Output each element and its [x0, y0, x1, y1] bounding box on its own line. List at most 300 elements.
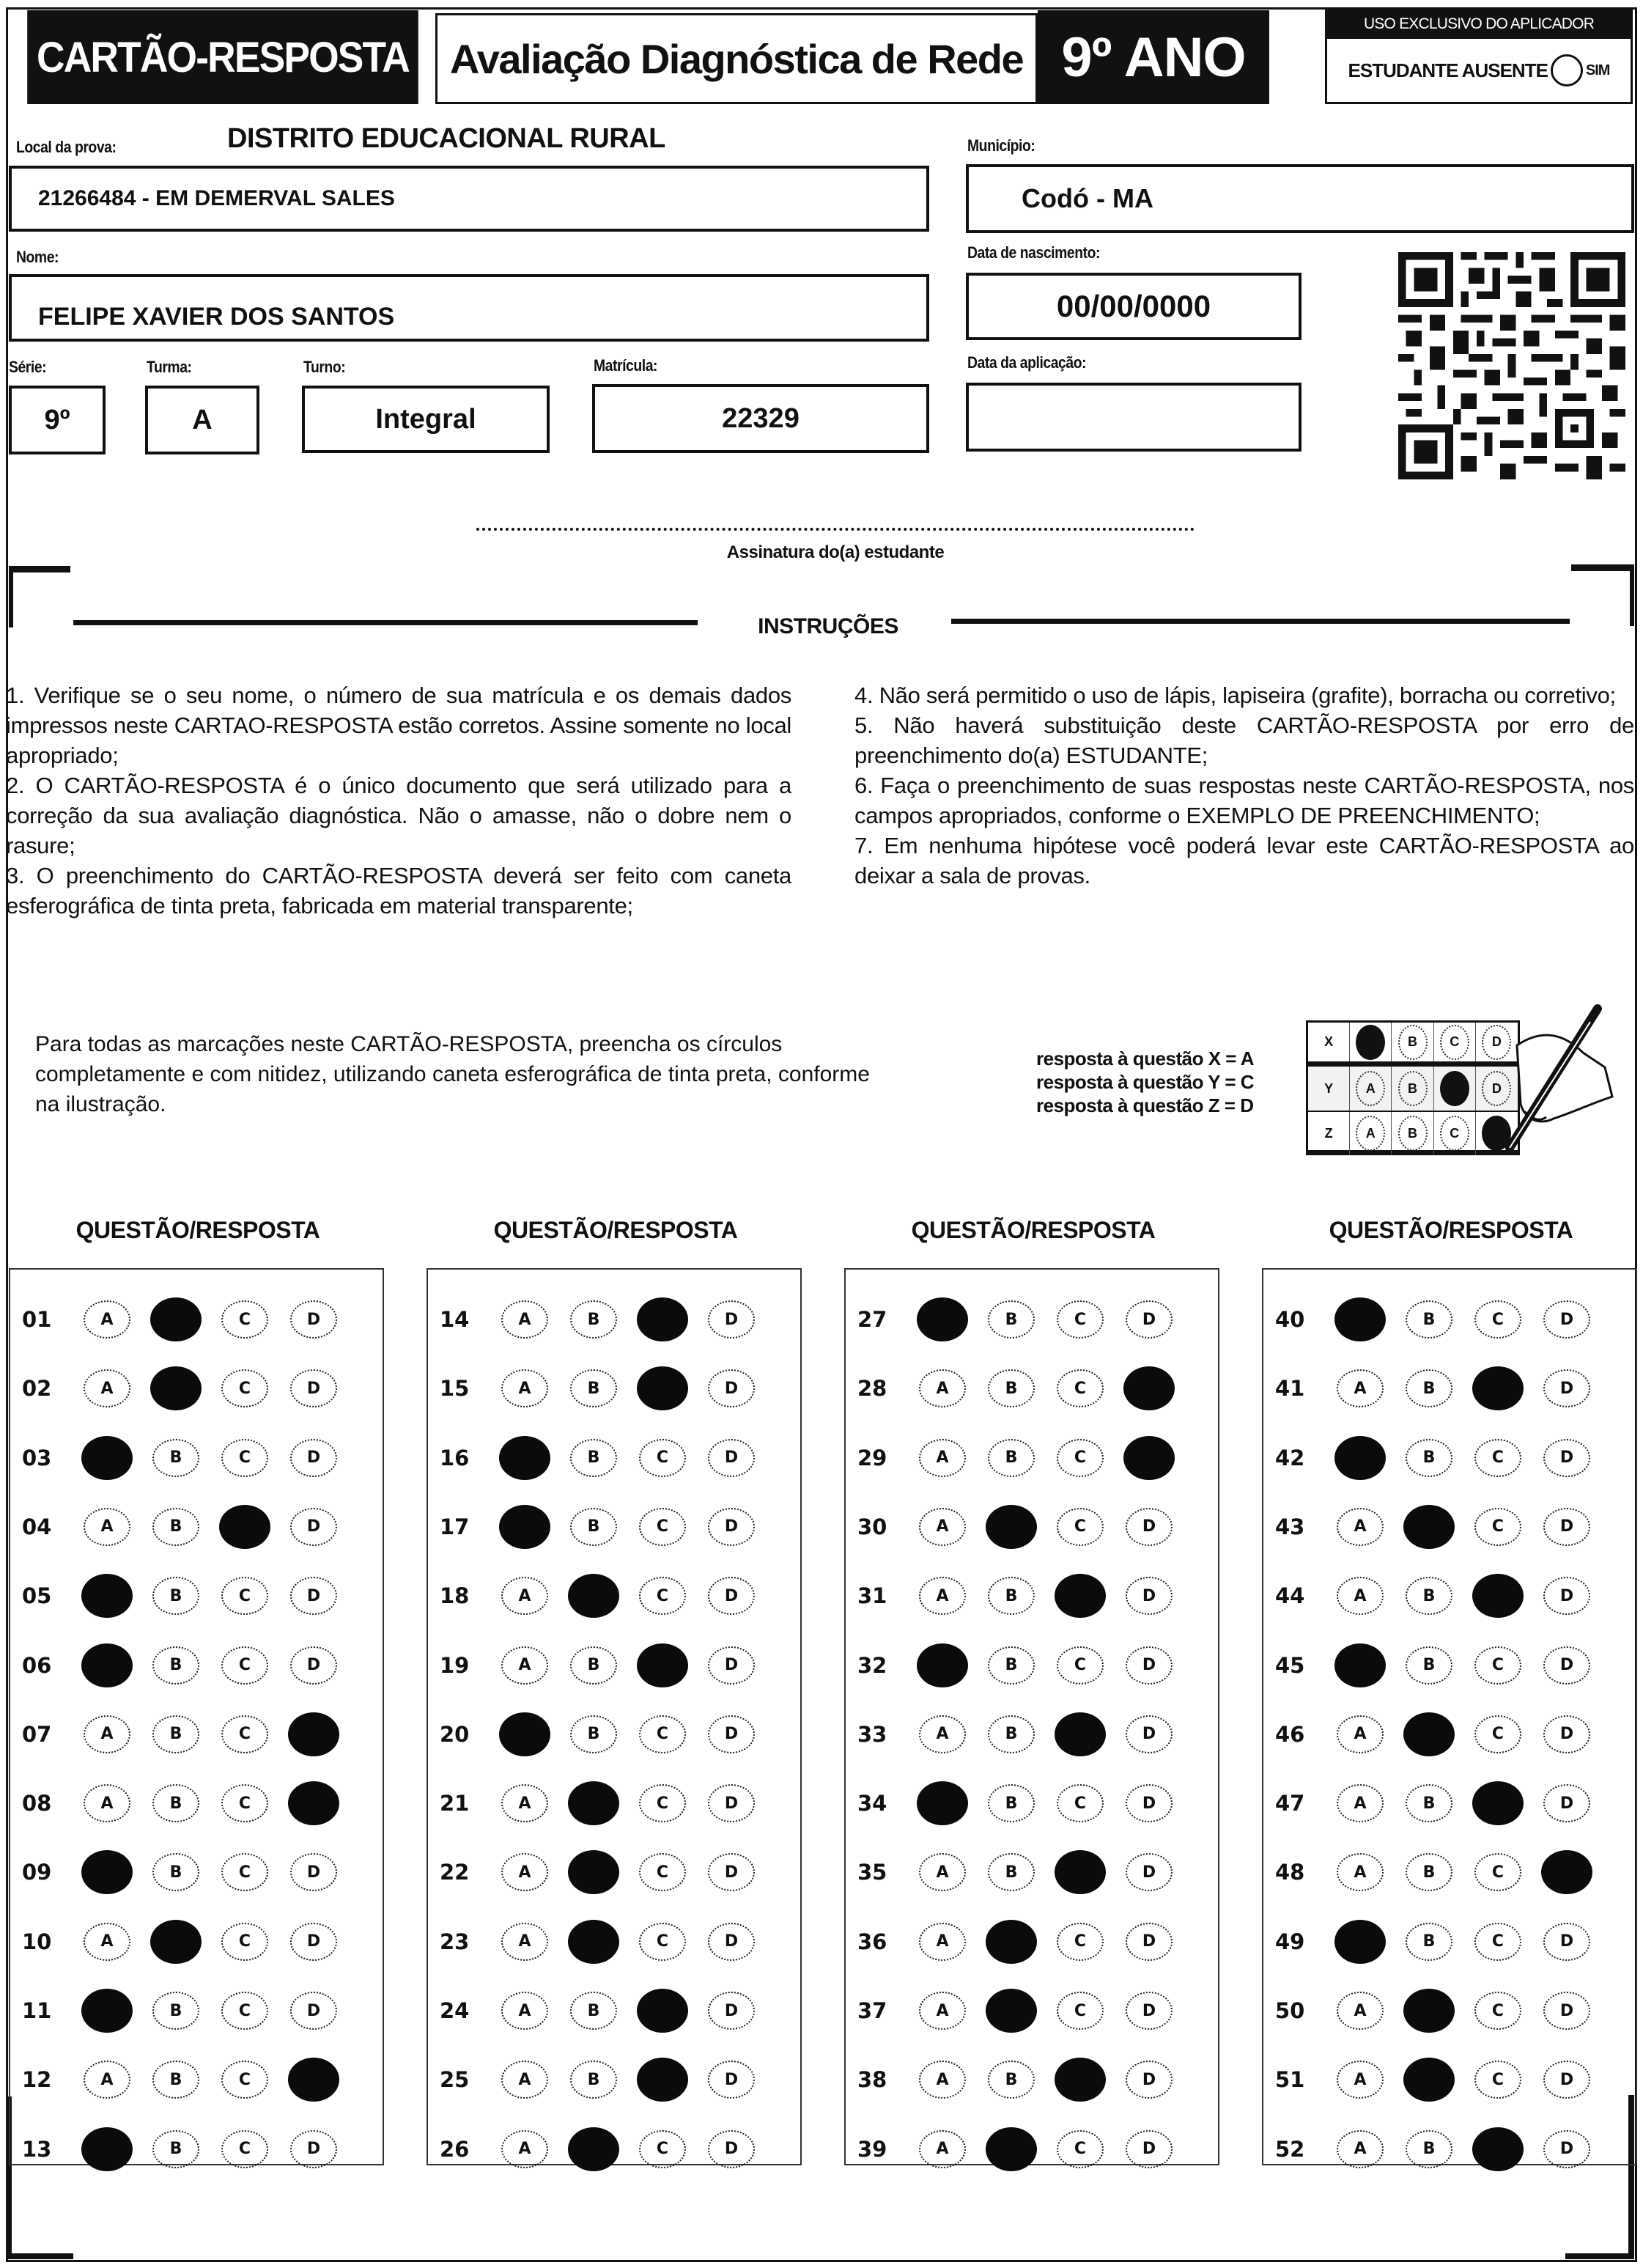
answer-bubble[interactable]: C: [1057, 1300, 1104, 1339]
example-bubble: B: [1398, 1071, 1428, 1106]
question-number: 23: [440, 1929, 470, 1954]
answer-bubble[interactable]: A: [919, 1715, 966, 1753]
answer-bubble[interactable]: C: [639, 1577, 686, 1615]
example-bubble: B: [1398, 1025, 1428, 1060]
answer-bubble[interactable]: B: [988, 1784, 1035, 1822]
answer-bubble[interactable]: D: [1126, 1300, 1173, 1339]
question-column-heading: QUESTÃO/RESPOSTA: [493, 1217, 738, 1243]
question-row: [1263, 1915, 1636, 1968]
answer-bubble[interactable]: B: [570, 1508, 617, 1546]
name-field: [9, 274, 929, 342]
answer-bubble[interactable]: B: [570, 1715, 617, 1753]
absent-student-row: [1327, 39, 1631, 102]
instruction-item: 2. O CARTÃO-RESPOSTA é o único documento que será utilizado para a correção da sua avaliação diagnóstica. Não o amasse, não o dobre nem o rasure;: [6, 773, 791, 858]
answer-bubble-filled[interactable]: [81, 1850, 133, 1894]
answer-bubble-filled[interactable]: [1403, 1712, 1455, 1756]
answer-bubble[interactable]: D: [1543, 1923, 1590, 1961]
example-row-y: [1308, 1067, 1518, 1111]
answer-bubble-filled[interactable]: [1403, 1989, 1455, 2033]
question-row: [846, 1639, 1218, 1692]
answer-bubble[interactable]: B: [570, 1439, 617, 1477]
fill-instructions: Para todas as marcações neste CARTÃO-RESPOSTA, preencha os círculos completamente e com nitidez, utilizando caneta esferográfica de tinta preta, conforme na ilustração.: [35, 1032, 870, 1116]
example-row-x: [1308, 1023, 1518, 1067]
instruction-item: 1. Verifique se o seu nome, o número de sua matrícula e os demais dados impressos neste CARTAO-RESPOSTA estão corretos. Assine somente no local apropriado;: [6, 682, 791, 768]
answer-bubble-filled[interactable]: [568, 1781, 619, 1825]
instructions-title: INSTRUÇÕES: [758, 614, 898, 638]
instructions-right-column: [854, 680, 1634, 891]
answer-bubble-filled[interactable]: [499, 1505, 550, 1549]
answer-bubble[interactable]: D: [290, 1300, 337, 1339]
answer-bubble-filled[interactable]: [81, 1643, 133, 1687]
answer-bubble[interactable]: D: [1543, 1508, 1590, 1546]
answer-bubble[interactable]: D: [708, 1439, 755, 1477]
answer-bubble[interactable]: C: [1474, 1853, 1521, 1891]
answer-bubble-filled[interactable]: [1472, 2127, 1524, 2171]
answer-bubble[interactable]: A: [1337, 1577, 1384, 1615]
question-number: 33: [857, 1721, 887, 1747]
answer-bubble[interactable]: B: [152, 1853, 199, 1891]
answer-bubble[interactable]: A: [501, 1923, 548, 1961]
question-column-2: [427, 1268, 802, 2165]
answer-bubble[interactable]: B: [570, 1300, 617, 1339]
question-number: 03: [22, 1445, 52, 1470]
answer-bubble[interactable]: A: [919, 1923, 966, 1961]
signature-line[interactable]: [476, 528, 1195, 531]
application-date-field[interactable]: [966, 383, 1302, 452]
question-number: 22: [440, 1860, 470, 1885]
question-number: 44: [1275, 1583, 1305, 1609]
answer-bubble[interactable]: A: [84, 2061, 130, 2099]
answer-bubble[interactable]: B: [1406, 1577, 1452, 1615]
answer-bubble[interactable]: A: [1337, 1715, 1384, 1753]
answer-bubble[interactable]: B: [988, 1715, 1035, 1753]
example-legend-item: resposta à questão Y = C: [1036, 1071, 1255, 1093]
answer-bubble[interactable]: D: [1543, 2130, 1590, 2168]
answer-bubble[interactable]: B: [152, 1439, 199, 1477]
answer-bubble[interactable]: A: [501, 1369, 548, 1407]
answer-bubble[interactable]: C: [639, 1853, 686, 1891]
question-row: [1263, 1846, 1636, 1899]
answer-bubble-filled[interactable]: [637, 1297, 688, 1341]
question-column-4: [1262, 1268, 1637, 2165]
example-row-label: X: [1308, 1023, 1350, 1061]
answer-bubble[interactable]: C: [221, 1439, 268, 1477]
instruction-item: 7. Em nenhuma hipótese você poderá levar este CARTÃO-RESPOSTA ao deixar a sala de provas.: [854, 833, 1634, 888]
answer-bubble-filled[interactable]: [1123, 1436, 1175, 1480]
question-row: [1263, 1777, 1636, 1830]
answer-bubble[interactable]: D: [290, 2130, 337, 2168]
answer-bubble[interactable]: C: [1057, 1923, 1104, 1961]
answer-bubble[interactable]: D: [1126, 1646, 1173, 1685]
answer-bubble[interactable]: D: [1543, 1715, 1590, 1753]
answer-bubble-filled[interactable]: [1403, 2058, 1455, 2102]
question-number: 10: [22, 1929, 52, 1954]
answer-bubble[interactable]: B: [988, 1300, 1035, 1339]
answer-bubble[interactable]: D: [290, 1577, 337, 1615]
answer-bubble[interactable]: B: [152, 1784, 199, 1822]
answer-bubble[interactable]: D: [1543, 1300, 1590, 1339]
question-row: [428, 1432, 800, 1484]
question-row: [10, 1777, 383, 1830]
question-row: [846, 2123, 1218, 2176]
answer-bubble[interactable]: D: [1126, 1508, 1173, 1546]
question-row: [10, 1915, 383, 1968]
answer-bubble[interactable]: D: [708, 1508, 755, 1546]
answer-bubble[interactable]: C: [221, 1853, 268, 1891]
question-number: 41: [1275, 1376, 1305, 1402]
answer-bubble-filled[interactable]: [1472, 1781, 1524, 1825]
answer-bubble[interactable]: A: [919, 1369, 966, 1407]
question-row: [1263, 1639, 1636, 1692]
question-number: 18: [440, 1583, 470, 1609]
municipality-label: Município:: [967, 136, 1035, 155]
answer-bubble[interactable]: C: [1057, 1369, 1104, 1407]
answer-bubble[interactable]: A: [501, 1300, 548, 1339]
answer-bubble[interactable]: C: [639, 1784, 686, 1822]
answer-bubble[interactable]: D: [1543, 1577, 1590, 1615]
question-row: [10, 1846, 383, 1899]
answer-bubble-filled[interactable]: [1334, 1643, 1386, 1687]
answer-bubble-filled[interactable]: [1123, 1366, 1175, 1410]
answer-bubble[interactable]: B: [1406, 2130, 1452, 2168]
answer-bubble[interactable]: D: [708, 1646, 755, 1685]
example-bubble-filled: [1440, 1071, 1469, 1106]
answer-bubble[interactable]: D: [708, 1715, 755, 1753]
question-row: [846, 1362, 1218, 1415]
answer-bubble[interactable]: A: [919, 1439, 966, 1477]
answer-bubble[interactable]: A: [501, 1646, 548, 1685]
answer-bubble[interactable]: A: [1337, 1992, 1384, 2030]
answer-bubble[interactable]: C: [1474, 1439, 1521, 1477]
question-row: [1263, 1432, 1636, 1484]
answer-bubble[interactable]: A: [84, 1715, 130, 1753]
answer-bubble[interactable]: D: [708, 1923, 755, 1961]
question-number: 34: [857, 1791, 887, 1816]
answer-bubble-filled[interactable]: [1055, 1574, 1106, 1618]
answer-bubble[interactable]: C: [221, 1369, 268, 1407]
answer-bubble[interactable]: D: [708, 1784, 755, 1822]
answer-bubble[interactable]: C: [1474, 1992, 1521, 2030]
answer-bubble[interactable]: B: [988, 2061, 1035, 2099]
answer-bubble[interactable]: D: [1126, 1784, 1173, 1822]
answer-bubble[interactable]: C: [639, 1508, 686, 1546]
answer-bubble[interactable]: C: [221, 1992, 268, 2030]
question-row: [10, 1639, 383, 1692]
answer-bubble[interactable]: D: [1126, 1923, 1173, 1961]
question-row: [428, 2053, 800, 2106]
answer-bubble-filled[interactable]: [986, 1989, 1037, 2033]
answer-bubble[interactable]: C: [639, 1715, 686, 1753]
answer-bubble[interactable]: C: [639, 2130, 686, 2168]
absent-student-bubble[interactable]: [1551, 54, 1583, 86]
instruction-item: 5. Não haverá substituição deste CARTÃO-RESPOSTA por erro de preenchimento do(a) ESTUDANTE;: [854, 713, 1634, 768]
question-row: [1263, 1708, 1636, 1761]
answer-bubble[interactable]: D: [1126, 1853, 1173, 1891]
answer-bubble[interactable]: A: [919, 1577, 966, 1615]
question-number: 27: [857, 1307, 887, 1332]
question-number: 45: [1275, 1652, 1305, 1678]
question-number: 42: [1275, 1445, 1305, 1470]
answer-bubble[interactable]: D: [290, 1853, 337, 1891]
answer-bubble[interactable]: C: [1057, 1508, 1104, 1546]
answer-bubble[interactable]: A: [919, 1508, 966, 1546]
question-number: 30: [857, 1514, 887, 1539]
answer-bubble-filled[interactable]: [917, 1781, 968, 1825]
answer-bubble[interactable]: C: [221, 2130, 268, 2168]
answer-bubble[interactable]: D: [1543, 2061, 1590, 2099]
answer-bubble-filled[interactable]: [637, 2058, 688, 2102]
answer-bubble[interactable]: C: [221, 1577, 268, 1615]
corner-mark-top-left-v: [9, 566, 13, 627]
answer-bubble[interactable]: D: [708, 2130, 755, 2168]
answer-bubble[interactable]: C: [1474, 1508, 1521, 1546]
answer-bubble[interactable]: C: [221, 1784, 268, 1822]
answer-bubble-filled[interactable]: [150, 1297, 202, 1341]
question-row: [846, 1501, 1218, 1553]
answer-bubble[interactable]: B: [570, 1992, 617, 2030]
answer-bubble-filled[interactable]: [499, 1712, 550, 1756]
question-row: [846, 1569, 1218, 1622]
answer-bubble[interactable]: A: [501, 2061, 548, 2099]
answer-bubble[interactable]: D: [1543, 1439, 1590, 1477]
question-number: 35: [857, 1860, 887, 1885]
answer-bubble[interactable]: B: [988, 1853, 1035, 1891]
answer-bubble[interactable]: B: [152, 1992, 199, 2030]
answer-bubble[interactable]: D: [708, 2061, 755, 2099]
answer-bubble-filled[interactable]: [568, 2127, 619, 2171]
question-number: 13: [22, 2136, 52, 2162]
answer-bubble[interactable]: B: [570, 2061, 617, 2099]
answer-bubble[interactable]: B: [1406, 1923, 1452, 1961]
answer-bubble-filled[interactable]: [499, 1436, 550, 1480]
answer-bubble[interactable]: A: [84, 1300, 130, 1339]
answer-bubble-filled[interactable]: [1055, 2058, 1106, 2102]
question-row: [10, 2053, 383, 2106]
example-bubble: A: [1356, 1071, 1385, 1106]
application-date-label: Data da aplicação:: [967, 353, 1087, 372]
answer-bubble[interactable]: A: [1337, 1784, 1384, 1822]
answer-bubble[interactable]: D: [708, 1853, 755, 1891]
answer-bubble[interactable]: C: [1474, 2061, 1521, 2099]
absent-student-label: ESTUDANTE AUSENTE: [1348, 59, 1548, 81]
answer-bubble[interactable]: D: [1126, 2061, 1173, 2099]
answer-bubble[interactable]: A: [919, 2061, 966, 2099]
answer-bubble[interactable]: D: [290, 1646, 337, 1685]
corner-mark-top-right: [1571, 564, 1634, 571]
answer-bubble[interactable]: A: [1337, 1853, 1384, 1891]
answer-bubble[interactable]: B: [1406, 1369, 1452, 1407]
answer-bubble[interactable]: C: [639, 1923, 686, 1961]
example-bubble: C: [1440, 1116, 1469, 1151]
answer-bubble-filled[interactable]: [917, 1643, 968, 1687]
answer-bubble[interactable]: C: [1057, 1784, 1104, 1822]
answer-bubble-filled[interactable]: [1334, 1436, 1386, 1480]
answer-bubble[interactable]: D: [290, 1439, 337, 1477]
question-number: 37: [857, 1998, 887, 2023]
name-label: Nome:: [16, 248, 59, 266]
answer-bubble[interactable]: D: [1543, 1646, 1590, 1685]
answer-bubble-filled[interactable]: [150, 1920, 202, 1964]
answer-bubble[interactable]: C: [1474, 1715, 1521, 1753]
enrollment-field: [592, 384, 929, 453]
answer-bubble[interactable]: C: [221, 1646, 268, 1685]
answer-bubble-filled[interactable]: [288, 1712, 339, 1756]
answer-bubble[interactable]: A: [84, 1369, 130, 1407]
answer-bubble[interactable]: C: [1057, 2130, 1104, 2168]
answer-bubble[interactable]: B: [1406, 1439, 1452, 1477]
answer-bubble-filled[interactable]: [288, 1781, 339, 1825]
question-number: 52: [1275, 2136, 1305, 2162]
question-row: [1263, 2123, 1636, 2176]
answer-bubble-filled[interactable]: [81, 1436, 133, 1480]
answer-bubble[interactable]: B: [1406, 1784, 1452, 1822]
answer-bubble[interactable]: B: [152, 1715, 199, 1753]
answer-bubble[interactable]: D: [1126, 2130, 1173, 2168]
answer-bubble[interactable]: D: [1126, 1577, 1173, 1615]
answer-bubble-filled[interactable]: [986, 1920, 1037, 1964]
question-row: [846, 1432, 1218, 1484]
series-field: [9, 386, 106, 454]
answer-bubble-filled[interactable]: [637, 1643, 688, 1687]
municipality-field: [966, 164, 1634, 233]
answer-bubble-filled[interactable]: [1055, 1712, 1106, 1756]
question-number: 02: [22, 1376, 52, 1402]
answer-bubble[interactable]: B: [988, 1646, 1035, 1685]
answer-bubble[interactable]: A: [501, 1992, 548, 2030]
answer-bubble-filled[interactable]: [1541, 1850, 1592, 1894]
question-row: [10, 1293, 383, 1346]
answer-bubble[interactable]: A: [1337, 1369, 1384, 1407]
answer-bubble[interactable]: A: [501, 1784, 548, 1822]
answer-bubble[interactable]: B: [152, 1646, 199, 1685]
answer-bubble-filled[interactable]: [219, 1505, 270, 1549]
answer-bubble-filled[interactable]: [288, 2058, 339, 2102]
answer-bubble[interactable]: B: [988, 1577, 1035, 1615]
question-column-1: [9, 1268, 384, 2165]
question-row: [846, 1708, 1218, 1761]
question-number: 19: [440, 1652, 470, 1678]
answer-bubble[interactable]: A: [1337, 1508, 1384, 1546]
answer-bubble-filled[interactable]: [81, 1989, 133, 2033]
instruction-item: 3. O preenchimento do CARTÃO-RESPOSTA deverá ser feito com caneta esferográfica de tinta preta, fabricada em material transparente;: [6, 863, 791, 918]
answer-bubble[interactable]: B: [570, 1646, 617, 1685]
answer-bubble[interactable]: A: [501, 1577, 548, 1615]
answer-bubble[interactable]: D: [1126, 1992, 1173, 2030]
answer-bubble-filled[interactable]: [81, 2127, 133, 2171]
answer-bubble[interactable]: C: [1474, 1923, 1521, 1961]
answer-bubble[interactable]: B: [988, 1439, 1035, 1477]
applicator-title: USO EXCLUSIVO DO APLICADOR: [1327, 10, 1631, 39]
answer-bubble-filled[interactable]: [1055, 1850, 1106, 1894]
answer-bubble[interactable]: C: [221, 1715, 268, 1753]
answer-bubble-filled[interactable]: [81, 1574, 133, 1618]
answer-bubble[interactable]: B: [1406, 1300, 1452, 1339]
answer-bubble[interactable]: A: [919, 1992, 966, 2030]
answer-bubble-filled[interactable]: [150, 1366, 202, 1410]
answer-bubble-filled[interactable]: [1403, 1505, 1455, 1549]
answer-bubble[interactable]: B: [152, 1577, 199, 1615]
question-row: [428, 1708, 800, 1761]
answer-bubble[interactable]: D: [1543, 1369, 1590, 1407]
example-bubble: A: [1356, 1116, 1385, 1151]
answer-bubble[interactable]: B: [152, 1508, 199, 1546]
answer-bubble-filled[interactable]: [986, 2127, 1037, 2171]
answer-bubble[interactable]: A: [1337, 2130, 1384, 2168]
example-bubble: C: [1440, 1025, 1469, 1060]
example-grid: [1306, 1020, 1520, 1155]
question-row: [428, 1984, 800, 2037]
answer-bubble-filled[interactable]: [1334, 1297, 1386, 1341]
answer-bubble[interactable]: D: [708, 1577, 755, 1615]
answer-bubble-filled[interactable]: [1472, 1366, 1524, 1410]
answer-bubble-filled[interactable]: [1334, 1920, 1386, 1964]
answer-bubble[interactable]: B: [570, 1369, 617, 1407]
answer-bubble[interactable]: D: [708, 1369, 755, 1407]
answer-bubble[interactable]: A: [501, 1853, 548, 1891]
answer-bubble[interactable]: A: [919, 2130, 966, 2168]
answer-bubble[interactable]: C: [221, 2061, 268, 2099]
answer-bubble[interactable]: D: [290, 1508, 337, 1546]
answer-bubble[interactable]: A: [919, 1853, 966, 1891]
question-number: 32: [857, 1652, 887, 1678]
answer-bubble[interactable]: D: [290, 1369, 337, 1407]
series-value: 9º: [44, 404, 70, 435]
answer-bubble[interactable]: C: [221, 1923, 268, 1961]
question-row: [428, 1639, 800, 1692]
answer-bubble[interactable]: D: [290, 1992, 337, 2030]
answer-bubble[interactable]: C: [1057, 1646, 1104, 1685]
answer-bubble[interactable]: B: [988, 1369, 1035, 1407]
answer-bubble-filled[interactable]: [637, 1989, 688, 2033]
question-row: [428, 1501, 800, 1553]
answer-bubble[interactable]: D: [708, 1992, 755, 2030]
answer-bubble[interactable]: A: [501, 2130, 548, 2168]
question-row: [428, 1362, 800, 1415]
answer-bubble[interactable]: D: [1126, 1715, 1173, 1753]
example-bubble-filled: [1356, 1025, 1385, 1060]
answer-bubble-filled[interactable]: [917, 1297, 968, 1341]
answer-bubble[interactable]: D: [708, 1300, 755, 1339]
question-column-heading: QUESTÃO/RESPOSTA: [911, 1217, 1156, 1243]
answer-bubble[interactable]: C: [1474, 1646, 1521, 1685]
answer-bubble[interactable]: B: [152, 2061, 199, 2099]
answer-bubble[interactable]: A: [1337, 2061, 1384, 2099]
answer-bubble[interactable]: C: [1474, 1300, 1521, 1339]
answer-bubble[interactable]: C: [639, 1439, 686, 1477]
answer-bubble[interactable]: A: [84, 1508, 130, 1546]
answer-bubble-filled[interactable]: [1472, 1574, 1524, 1618]
answer-bubble[interactable]: B: [152, 2130, 199, 2168]
answer-bubble-filled[interactable]: [637, 1366, 688, 1410]
answer-bubble[interactable]: D: [1543, 1992, 1590, 2030]
answer-bubble[interactable]: B: [1406, 1646, 1452, 1685]
answer-bubble[interactable]: A: [84, 1784, 130, 1822]
answer-bubble[interactable]: B: [1406, 1853, 1452, 1891]
answer-bubble-filled[interactable]: [568, 1574, 619, 1618]
hand-with-pen-icon: [1495, 1001, 1642, 1163]
answer-bubble-filled[interactable]: [986, 1505, 1037, 1549]
answer-bubble-filled[interactable]: [568, 1920, 619, 1964]
answer-bubble[interactable]: A: [84, 1923, 130, 1961]
answer-bubble[interactable]: D: [290, 1923, 337, 1961]
answer-bubble[interactable]: C: [221, 1300, 268, 1339]
answer-bubble[interactable]: C: [1057, 1439, 1104, 1477]
shift-label: Turno:: [303, 358, 346, 376]
answer-bubble[interactable]: C: [1057, 1992, 1104, 2030]
answer-bubble[interactable]: D: [1543, 1784, 1590, 1822]
question-row: [1263, 1362, 1636, 1415]
answer-bubble-filled[interactable]: [568, 1850, 619, 1894]
